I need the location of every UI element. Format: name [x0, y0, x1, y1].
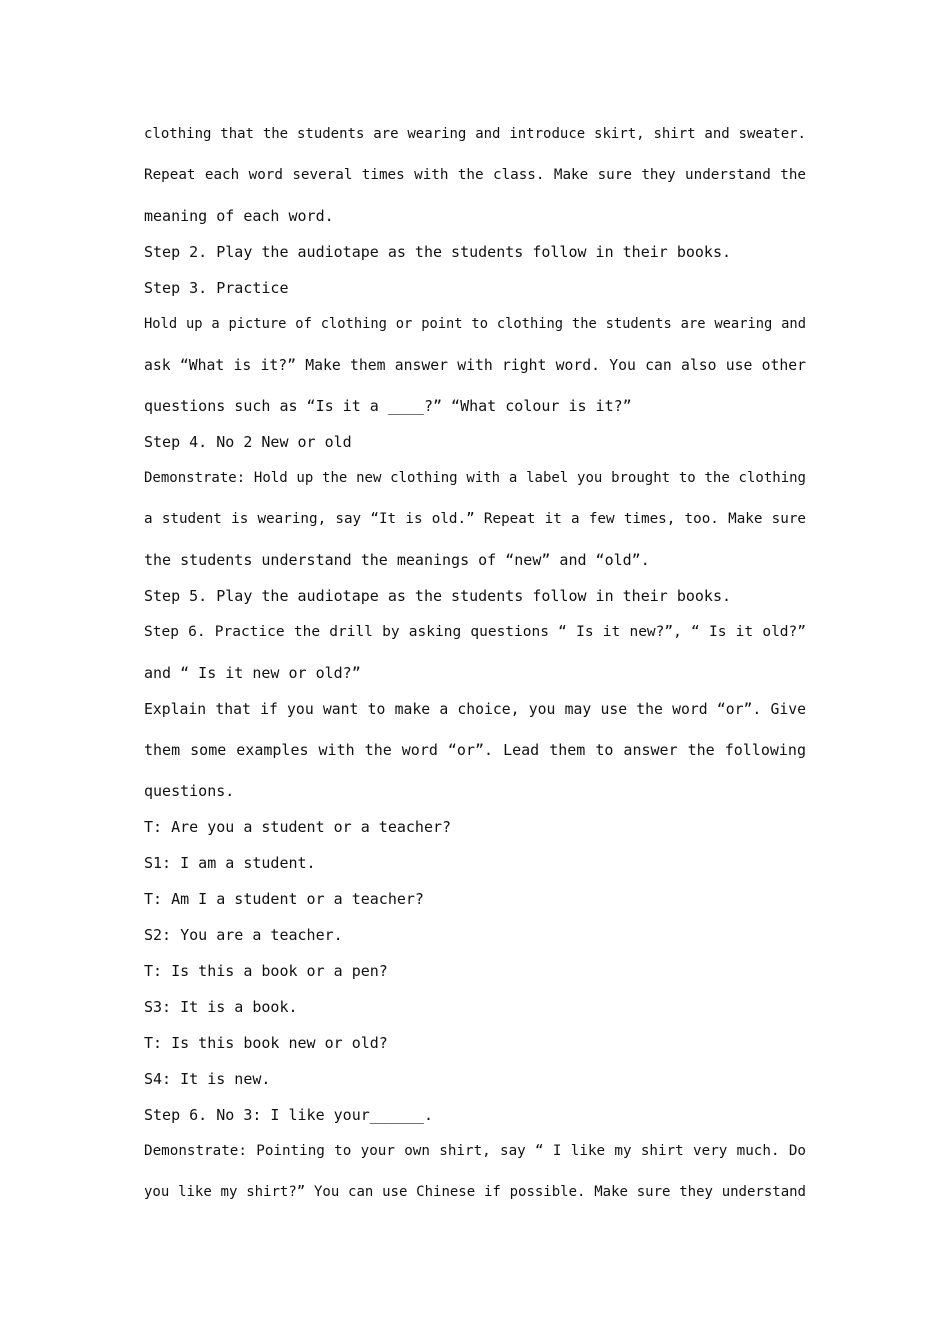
- text-line: and “ Is it new or old?”: [144, 664, 361, 682]
- text-line: you like my shirt?” You can use Chinese if possible. Make sure they understand: [144, 1184, 806, 1200]
- step-heading: Step 2. Play the audiotape as the students follow in their books.: [144, 243, 731, 261]
- dialogue-line: T: Are you a student or a teacher?: [144, 818, 452, 836]
- step-heading: Step 5. Play the audiotape as the students follow in their books.: [144, 587, 731, 605]
- text-line: Hold up a picture of clothing or point to clothing the students are wearing and: [144, 316, 806, 332]
- dialogue-line: T: Am I a student or a teacher?: [144, 890, 424, 908]
- dialogue-line: T: Is this book new or old?: [144, 1034, 388, 1052]
- dialogue-line: S1: I am a student.: [144, 854, 316, 872]
- document-body: [144, 124, 806, 1203]
- step-heading: Step 3. Practice: [144, 279, 289, 297]
- dialogue-line: S3: It is a book.: [144, 998, 298, 1016]
- text-line: questions such as “Is it a ____?” “What colour is it?”: [144, 397, 632, 415]
- dialogue-line: T: Is this a book or a pen?: [144, 962, 388, 980]
- text-line: Demonstrate: Hold up the new clothing with a label you brought to the clothing: [144, 470, 806, 486]
- text-line: Demonstrate: Pointing to your own shirt, say “ I like my shirt very much. Do: [144, 1143, 806, 1159]
- text-line: meaning of each word.: [144, 207, 334, 225]
- text-line: ask “What is it?” Make them answer with right word. You can also use other: [144, 357, 806, 374]
- text-line: Repeat each word several times with the class. Make sure they understand the: [144, 167, 806, 183]
- step-heading: Step 6. No 3: I like your______.: [144, 1106, 433, 1124]
- dialogue-line: S2: You are a teacher.: [144, 926, 343, 944]
- text-line: the students understand the meanings of “new” and “old”.: [144, 551, 650, 569]
- text-line: questions.: [144, 782, 235, 800]
- step-heading: Step 6. Practice the drill by asking questions “ Is it new?”, “ Is it old?”: [144, 624, 806, 640]
- step-heading: Step 4. No 2 New or old: [144, 433, 352, 451]
- text-line: them some examples with the word “or”. Lead them to answer the following: [144, 741, 806, 759]
- text-line: Explain that if you want to make a choice, you may use the word “or”. Give: [144, 701, 806, 718]
- text-line: clothing that the students are wearing and introduce skirt, shirt and sweater.: [144, 126, 806, 142]
- dialogue-line: S4: It is new.: [144, 1070, 271, 1088]
- text-line: a student is wearing, say “It is old.” Repeat it a few times, too. Make sure: [144, 511, 806, 527]
